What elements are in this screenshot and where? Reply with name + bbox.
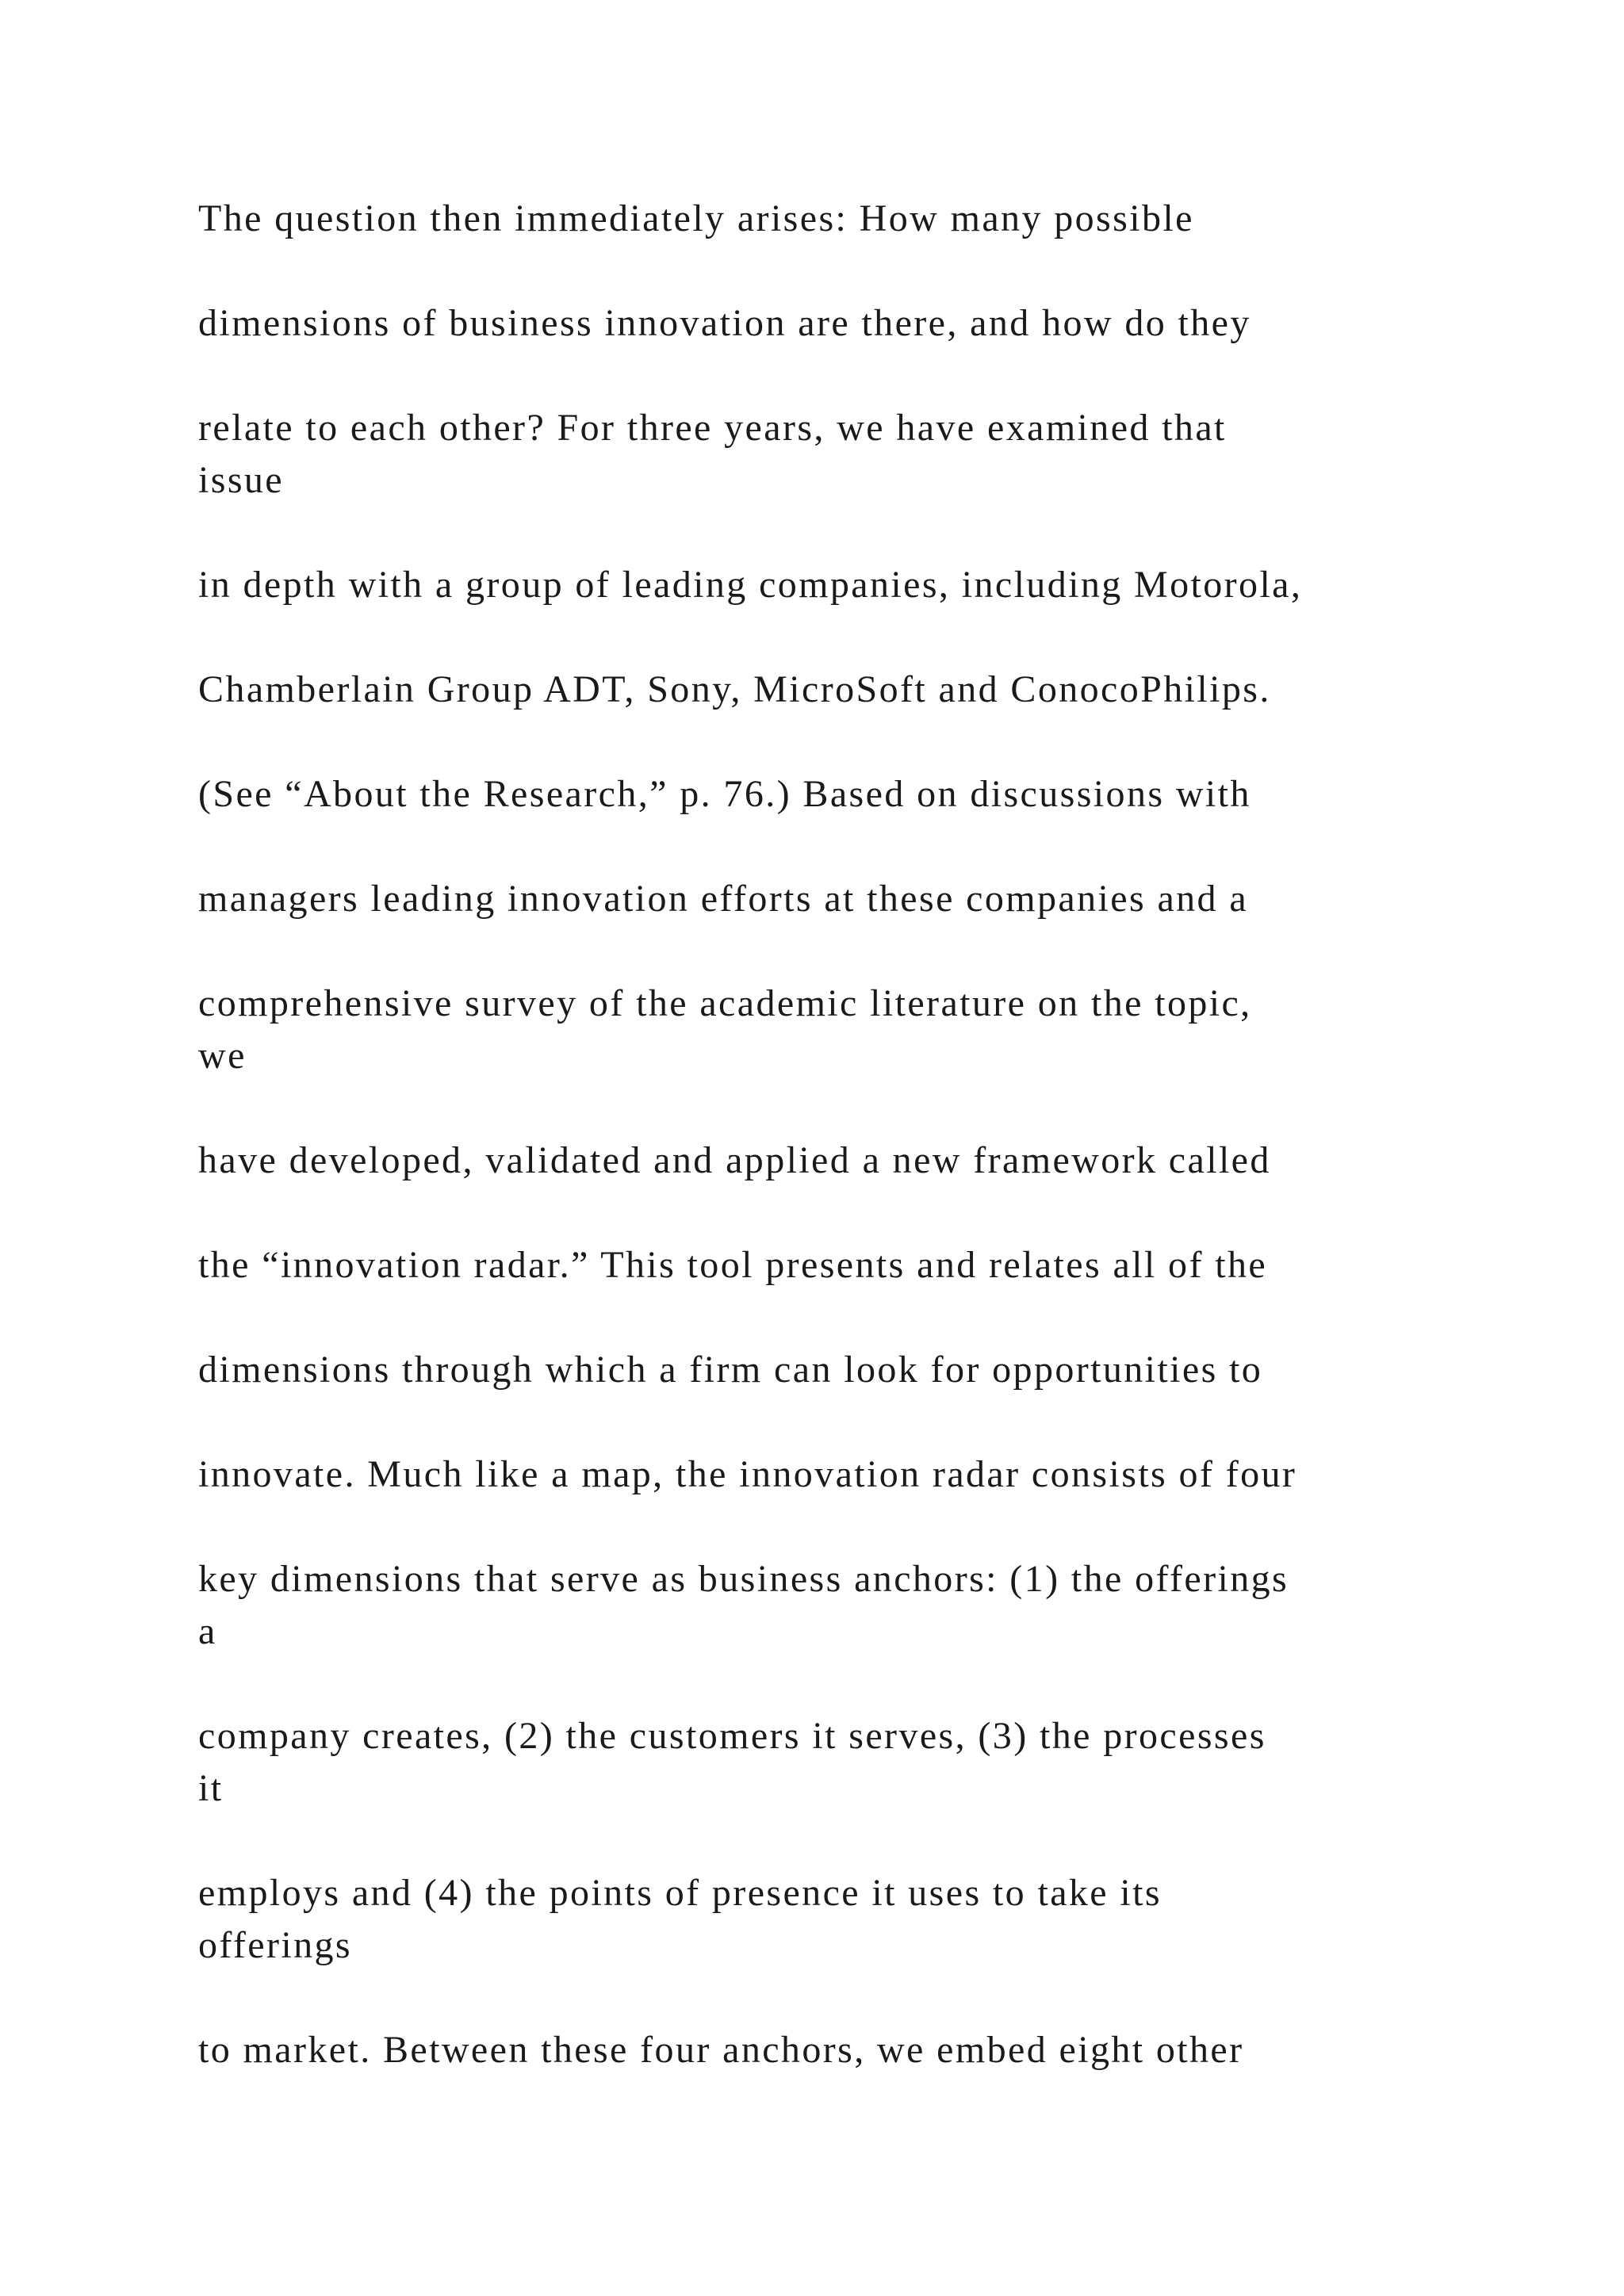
text-line: dimensions through which a firm can look for opportunities to xyxy=(198,1349,1263,1391)
text-line: company creates, (2) the customers it serves, (3) the processes it xyxy=(198,1715,1266,1809)
text-line: managers leading innovation efforts at these companies and a xyxy=(198,878,1249,920)
text-line: employs and (4) the points of presence it uses to take its offerings xyxy=(198,1872,1162,1966)
text-line: (See “About the Research,” p. 76.) Based on discussions with xyxy=(198,773,1251,815)
text-line: the “innovation radar.” This tool presents and relates all of the xyxy=(198,1244,1268,1286)
text-line: The question then immediately arises: How many possible xyxy=(198,197,1194,239)
text-line: dimensions of business innovation are there, and how do they xyxy=(198,302,1251,344)
text-line: innovate. Much like a map, the innovation radar consists of four xyxy=(198,1453,1297,1495)
body-text xyxy=(198,193,1499,2129)
text-line: to market. Between these four anchors, we embed eight other xyxy=(198,2029,1244,2071)
text-line: key dimensions that serve as business anchors: (1) the offerings a xyxy=(198,1558,1289,1652)
text-line: in depth with a group of leading companies, including Motorola, xyxy=(198,564,1303,606)
text-line: have developed, validated and applied a new framework called xyxy=(198,1139,1271,1181)
text-line: Chamberlain Group ADT, Sony, MicroSoft and ConocoPhilips. xyxy=(198,668,1271,710)
text-line: relate to each other? For three years, we have examined that issue xyxy=(198,407,1227,501)
text-line: comprehensive survey of the academic literature on the topic, we xyxy=(198,982,1252,1077)
